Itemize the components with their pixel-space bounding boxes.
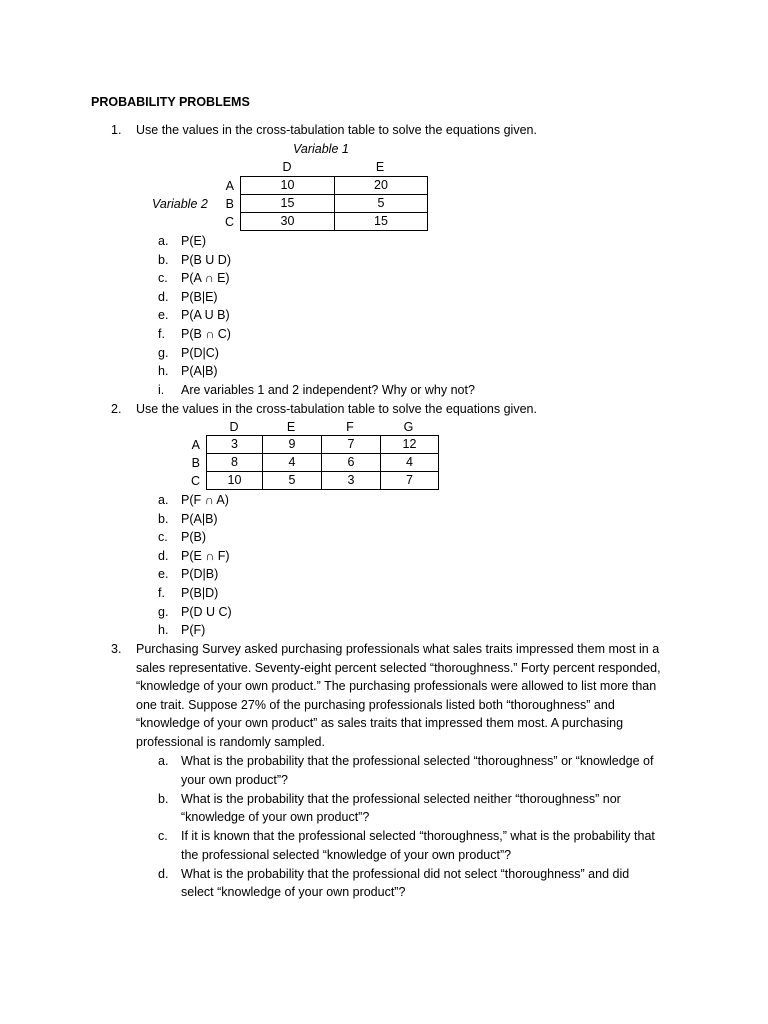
item-label: i.: [158, 382, 165, 397]
item-text: select “knowledge of your own product”?: [181, 885, 406, 900]
item-label: c.: [158, 829, 168, 843]
row-header: A: [225, 179, 234, 193]
list-item: [0, 528, 768, 547]
item-label: e.: [158, 567, 169, 582]
table-cell: 15: [241, 195, 335, 213]
table-cell: 3: [322, 472, 381, 490]
question-text: Use the values in the cross-tabulation table to solve the equations given.: [136, 123, 537, 137]
cross-tab-table-1: [240, 176, 428, 231]
list-item: [0, 344, 768, 363]
item-label: h.: [158, 364, 169, 379]
item-text: P(E): [181, 234, 206, 248]
item-text: P(D|C): [181, 345, 219, 360]
item-label: a.: [158, 754, 169, 768]
item-text: P(D|B): [181, 567, 219, 582]
item-label: d.: [158, 289, 169, 304]
list-item: [0, 491, 768, 510]
list-item: [0, 547, 768, 566]
table-cell: 9: [263, 436, 322, 454]
row-header: C: [190, 474, 200, 488]
table-row: [207, 472, 439, 490]
table-cell: 15: [335, 213, 428, 231]
column-header: F: [346, 420, 354, 434]
column-header: D: [282, 160, 292, 174]
item-label: a.: [158, 493, 169, 507]
item-text: P(A U B): [181, 308, 230, 323]
column-header: E: [375, 160, 385, 174]
column-header: G: [403, 420, 414, 434]
item-text: What is the probability that the professional selected neither “thoroughness” nor: [181, 791, 621, 806]
list-item: [0, 325, 768, 344]
list-item: [0, 510, 768, 529]
table-cell: 8: [207, 454, 263, 472]
list-item: [0, 621, 768, 640]
item-text: P(E ∩ F): [181, 548, 230, 563]
list-item: [0, 232, 768, 251]
paragraph-line: “knowledge of your own product” as sales traits that impressed them most. A purchasing: [136, 716, 624, 731]
item-label: g.: [158, 345, 169, 360]
item-label: f.: [158, 327, 165, 341]
table-cell: 7: [322, 436, 381, 454]
question-text: [136, 640, 676, 752]
paragraph-line: Purchasing Survey asked purchasing professionals what sales traits impressed them most in a: [136, 642, 660, 656]
page-title: PROBABILITY PROBLEMS: [91, 95, 250, 109]
item-label: g.: [158, 604, 169, 619]
item-text: P(B ∩ C): [181, 327, 231, 341]
item-text: P(B): [181, 530, 206, 545]
list-item: [0, 306, 768, 325]
item-text: the professional selected “knowledge of your own product”?: [181, 847, 512, 862]
item-label: e.: [158, 308, 169, 323]
paragraph-line: sales representative. Seventy-eight percent selected “thoroughness.” Forty percent responded,: [136, 660, 661, 675]
item-text: P(B|D): [181, 586, 219, 600]
item-text: your own product”?: [181, 772, 289, 787]
item-label: h.: [158, 623, 169, 638]
question-number: 1.: [111, 123, 122, 137]
table-cell: 10: [241, 177, 335, 195]
variable-1-label: Variable 1: [293, 142, 349, 156]
table-row: [207, 436, 439, 454]
item-text: P(F): [181, 623, 206, 638]
cross-tab-table-2: [206, 435, 439, 490]
item-text: P(A ∩ E): [181, 271, 230, 286]
item-text: “knowledge of your own product”?: [181, 810, 370, 825]
table-cell: 3: [207, 436, 263, 454]
table-cell: 5: [263, 472, 322, 490]
question-number: 2.: [111, 402, 122, 416]
list-item: [0, 288, 768, 307]
question-text: Use the values in the cross-tabulation table to solve the equations given.: [136, 402, 537, 416]
list-item: [0, 362, 768, 381]
table-row: [241, 177, 428, 195]
list-item: [0, 251, 768, 270]
paragraph-line: one trait. Suppose 27% of the purchasing professionals listed both “thoroughness” and: [136, 697, 615, 712]
item-text: Are variables 1 and 2 independent? Why or why not?: [181, 382, 475, 397]
item-label: d.: [158, 866, 169, 881]
table-cell: 7: [381, 472, 439, 490]
paragraph-line: professional is randomly sampled.: [136, 734, 325, 749]
item-text: P(B|E): [181, 289, 218, 304]
item-label: a.: [158, 234, 169, 248]
table-cell: 20: [335, 177, 428, 195]
table-cell: 4: [263, 454, 322, 472]
item-label: b.: [158, 791, 169, 806]
item-text: P(A|B): [181, 364, 218, 379]
item-text: P(B U D): [181, 252, 231, 267]
table-cell: 10: [207, 472, 263, 490]
table-cell: 5: [335, 195, 428, 213]
list-item: [0, 381, 768, 400]
variable-2-label: Variable 2: [152, 197, 208, 211]
table-cell: 30: [241, 213, 335, 231]
item-label: c.: [158, 530, 168, 545]
table-row: [241, 213, 428, 231]
list-item: [0, 584, 768, 603]
item-text: P(F ∩ A): [181, 493, 229, 507]
paragraph-line: “knowledge of your own product.” The purchasing professionals were allowed to list more than: [136, 679, 657, 694]
column-header: D: [229, 420, 239, 434]
row-header: B: [191, 456, 200, 470]
table-cell: 4: [381, 454, 439, 472]
list-item: [0, 269, 768, 288]
list-item: [0, 603, 768, 622]
question-number: 3.: [111, 642, 122, 656]
column-header: E: [286, 420, 296, 434]
item-text: P(D U C): [181, 604, 232, 619]
item-label: b.: [158, 252, 169, 267]
item-label: f.: [158, 586, 165, 600]
item-text: What is the probability that the professional did not select “thoroughness” and did: [181, 866, 630, 881]
item-text: P(A|B): [181, 511, 218, 526]
row-header: A: [191, 438, 200, 452]
row-header: B: [225, 197, 234, 211]
item-text: If it is known that the professional selected “thoroughness,” what is the probability that: [181, 829, 655, 843]
table-cell: 12: [381, 436, 439, 454]
item-label: d.: [158, 548, 169, 563]
item-label: c.: [158, 271, 168, 286]
row-header: C: [224, 215, 234, 229]
table-row: [207, 454, 439, 472]
table-cell: 6: [322, 454, 381, 472]
list-item: [0, 565, 768, 584]
item-label: b.: [158, 511, 169, 526]
table-row: [241, 195, 428, 213]
item-text: What is the probability that the professional selected “thoroughness” or “knowledge of: [181, 754, 654, 768]
